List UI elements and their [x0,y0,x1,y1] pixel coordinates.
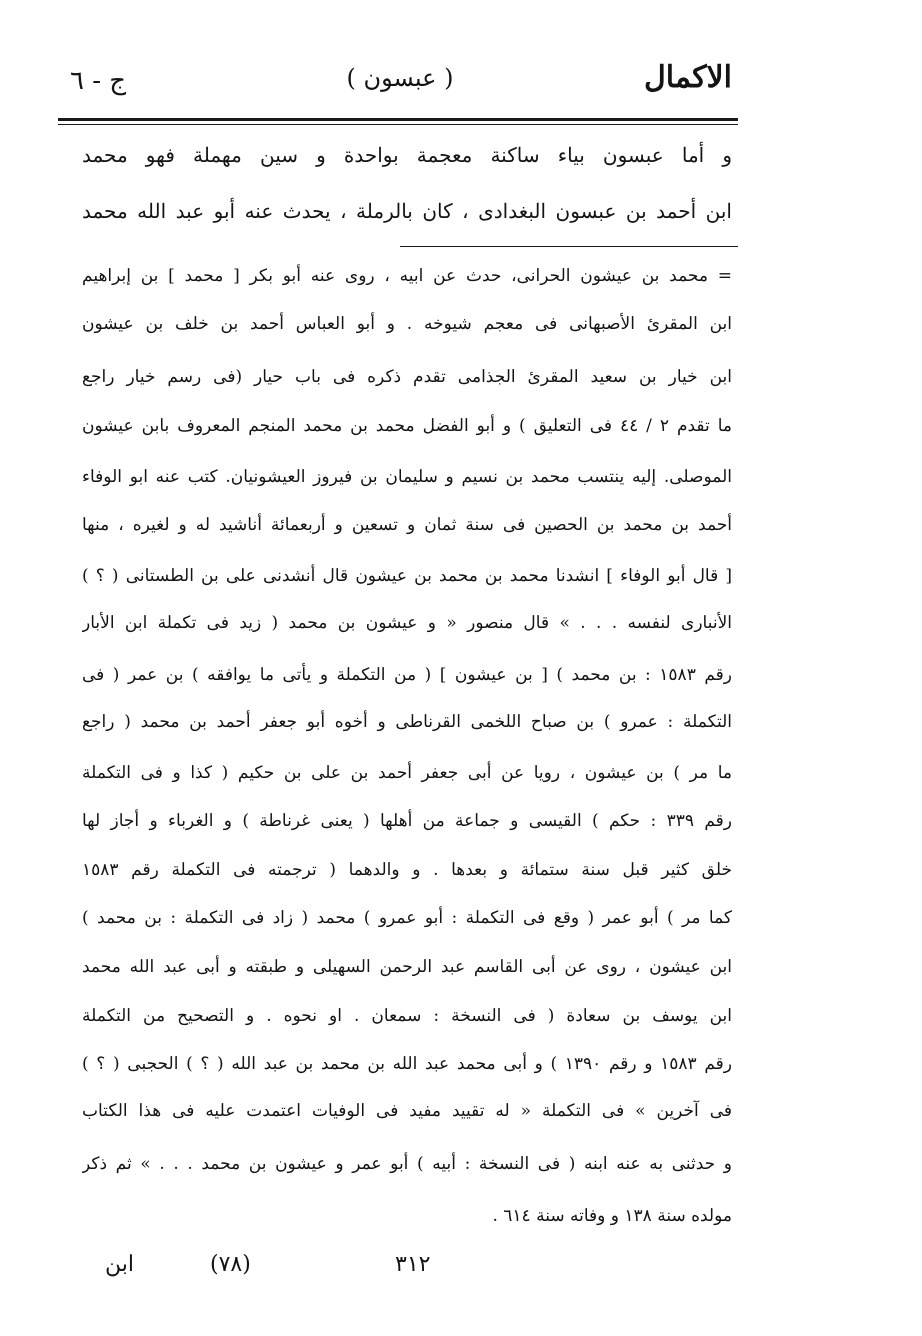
signature-mark: (٧٨) [210,1252,251,1277]
volume-number: ج - ٦ [70,66,127,96]
footnote-line: ابن عيشون ، روى عن أبى القاسم عبد الرحمن السهيلى و طبقته و أبى عبد الله محمد [82,957,732,977]
footnote-line: [ قال أبو الوفاء ] انشدنا محمد بن محمد بن عيشون قال أنشدنى على بن الطستانى ( ؟ ) [82,566,732,586]
footnote-line: الموصلى. إليه ينتسب محمد بن نسيم و سليمان بن فيروز العيشونيان. كتب عنه ابو الوفاء [82,467,732,487]
footnote-line: مولده سنة ١٣٨ و وفاته سنة ٦١٤ . [492,1206,732,1226]
footnote-line: رقم ٣٣٩ : حكم ) القيسى و جماعة من أهلها ( يعنى غرناطة ) و الغرباء و أجاز لها [82,811,732,831]
header-rule-thin [58,124,738,125]
page-number: ٣١٢ [395,1252,431,1277]
footnote-line: ابن خيار بن سعيد المقرئ الجذامى تقدم ذكره فى باب حيار (فى رسم خيار راجع [82,367,732,387]
footnote-line: رقم ١٥٨٣ و رقم ١٣٩٠ ) و أبى محمد عبد الله بن محمد بن عبد الله ( ؟ ) الحجبى ( ؟ ) [82,1054,732,1074]
footnote-line: التكملة : عمرو ) بن صباح اللخمى القرناطى و أخوه أبو جعفر أحمد بن محمد ( راجع [82,712,732,732]
catchword: ابن [105,1252,134,1277]
footnote-line: الأنبارى لنفسه . . . » قال منصور « و عيشون بن محمد ( زيد فى تكملة ابن الأبار [82,613,732,633]
running-title: الاكمال [643,60,732,95]
footnote-line: كما مر ) أبو عمر ( وقع فى التكملة : أبو عمرو ) محمد ( زاد فى التكملة : بن محمد ) [82,908,732,928]
main-text-line: ابن أحمد بن عبسون البغدادى ، كان بالرملة ، يحدث عنه أبو عبد الله محمد [82,199,732,223]
header-rule [58,118,738,121]
footnote-line: و حدثنى به عنه ابنه ( فى النسخة : أبيه ) أبو عمر و عيشون بن محمد . . . » ثم ذكر [82,1154,732,1174]
entry-title: ( عبسون ) [346,64,454,92]
main-text-line: و أما عبسون بياء ساكنة معجمة بواحدة و سين مهملة فهو محمد [82,143,732,167]
footnote-line: أحمد بن محمد بن الحصين فى سنة ثمان و تسعين و أربعمائة أناشيد له و لغيره ، منها [82,515,732,535]
footnote-line: فى آخرين » فى التكملة « له تقييد مفيد فى الوفيات اعتمدت عليه فى هذا الكتاب [82,1101,732,1121]
footnote-separator [400,246,738,247]
footnote-line: = محمد بن عيشون الحرانى، حدث عن ابيه ، روى عنه أبو بكر [ محمد ] بن إبراهيم [82,266,732,286]
footnote-line: ما تقدم ٢ / ٤٤ فى التعليق ) و أبو الفضل محمد بن محمد المنجم المعروف بابن عيشون [82,416,732,436]
footnote-line: خلق كثير قبل سنة ستمائة و بعدها . و والدهما ( ترجمته فى التكملة رقم ١٥٨٣ [82,860,732,880]
footnote-line: ابن يوسف بن سعادة ( فى النسخة : سمعان . او نحوه . و التصحيح من التكملة [82,1006,732,1026]
footnote-line: ما مر ) بن عيشون ، رويا عن أبى جعفر أحمد بن على بن حكيم ( كذا و فى التكملة [82,763,732,783]
footnote-line: ابن المقرئ الأصبهانى فى معجم شيوخه . و أبو العباس أحمد بن خلف بن عيشون [82,314,732,334]
footnote-line: رقم ١٥٨٣ : بن محمد ) [ بن عيشون ] ( من التكملة و يأتى ما يوافقه ) بن عمر ( فى [82,665,732,685]
